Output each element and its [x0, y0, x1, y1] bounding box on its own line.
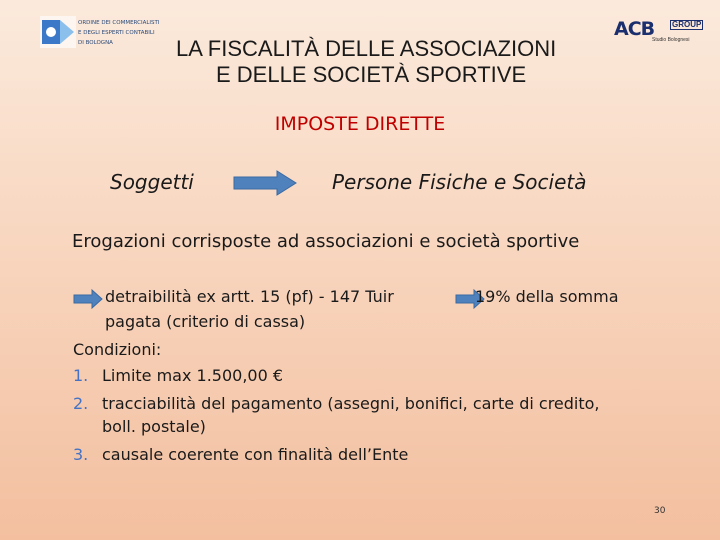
right-arrow-icon: [233, 170, 297, 196]
list-number: 2.: [73, 394, 89, 413]
page-number: 30: [654, 506, 666, 516]
detraibilita-continuation: pagata (criterio di cassa): [105, 312, 306, 331]
percentage-text: 19% della somma: [475, 287, 619, 306]
list-number: 3.: [73, 445, 89, 464]
condition-item: tracciabilità del pagamento (assegni, bonifici, carte di credito,: [102, 394, 600, 413]
logo-left-line-3: DI BOLOGNA: [78, 40, 113, 46]
list-number: 1.: [73, 366, 89, 385]
condizioni-label: Condizioni:: [73, 340, 162, 359]
slide-title-line-2: E DELLE SOCIETÀ SPORTIVE: [216, 62, 527, 87]
odcec-emblem-icon: [40, 16, 76, 48]
detraibilita-text: detraibilità ex artt. 15 (pf) - 147 Tuir: [105, 287, 394, 306]
soggetti-label: Soggetti: [110, 170, 194, 194]
acb-logo-text: ACB: [614, 18, 655, 40]
acb-logo-sub: Studio Bolognesi: [652, 37, 690, 43]
logo-left-line-1: ORDINE DEI COMMERCIALISTI: [78, 20, 160, 26]
acb-group-logo: [612, 18, 710, 44]
persone-label: Persone Fisiche e Società: [332, 170, 587, 194]
acb-logo-tag: GROUP: [672, 20, 702, 29]
condition-item-continuation: boll. postale): [102, 417, 206, 436]
erogazioni-heading: Erogazioni corrisposte ad associazioni e società sportive: [72, 231, 580, 252]
condition-item: causale coerente con finalità dell’Ente: [102, 445, 409, 464]
condition-item: Limite max 1.500,00 €: [102, 366, 284, 385]
logo-left-line-2: E DEGLI ESPERTI CONTABILI: [78, 30, 155, 36]
slide-subtitle: IMPOSTE DIRETTE: [274, 113, 446, 135]
right-arrow-icon: [73, 289, 103, 309]
odcec-logo: [40, 16, 160, 48]
slide-title-line-1: LA FISCALITÀ DELLE ASSOCIAZIONI: [176, 36, 557, 61]
